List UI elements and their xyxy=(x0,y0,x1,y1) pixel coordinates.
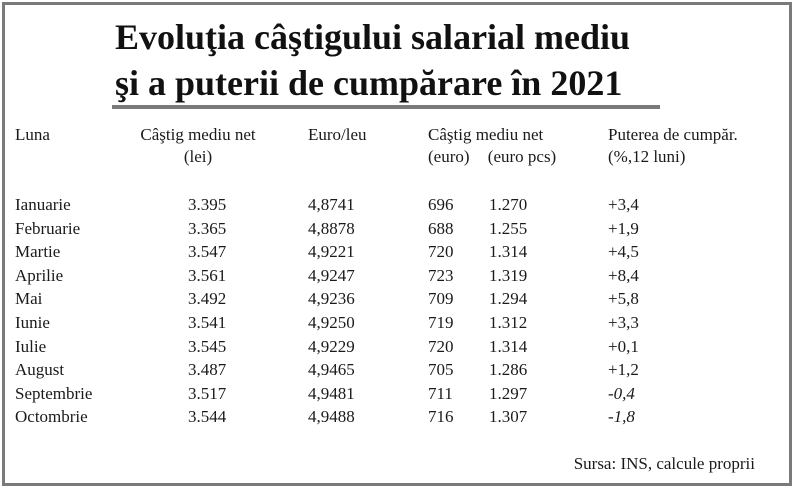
cell-lei: 3.365 xyxy=(188,218,227,238)
cell-euro-leu: 4,9250 xyxy=(308,313,355,332)
table-row xyxy=(0,218,790,242)
cell-euro-leu: 4,9229 xyxy=(308,336,355,356)
cell-putere: +5,8 xyxy=(608,289,639,309)
cell-euro: 719 xyxy=(428,313,454,332)
table-row xyxy=(0,265,790,289)
header-euro-pcs: (euro pcs) xyxy=(487,147,557,166)
cell-euro: 705 xyxy=(428,360,454,380)
cell-euro-pcs: 1.286 xyxy=(489,360,528,380)
cell-euro: 723 xyxy=(428,265,454,285)
cell-euro-pcs: 1.319 xyxy=(489,265,528,285)
cell-euro-leu: 4,8878 xyxy=(308,218,355,238)
header-euro-leu: Euro/leu xyxy=(308,125,367,144)
header-castig-lei-line2: (lei) xyxy=(183,147,213,166)
table-row xyxy=(0,241,790,265)
cell-putere: +0,1 xyxy=(608,336,639,356)
page-title xyxy=(115,14,630,106)
header-euro: (euro) xyxy=(428,147,470,166)
cell-euro: 709 xyxy=(428,289,454,309)
cell-putere: -0,4 xyxy=(608,383,635,403)
cell-putere: +8,4 xyxy=(608,265,639,285)
cell-lei: 3.561 xyxy=(188,265,227,285)
cell-luna: Martie xyxy=(15,242,61,262)
header-putere xyxy=(608,124,738,168)
title-underline xyxy=(112,105,660,109)
cell-luna: Aprilie xyxy=(15,265,64,285)
cell-euro-leu: 4,9236 xyxy=(308,289,355,309)
cell-euro: 711 xyxy=(428,383,453,403)
cell-luna: Ianuarie xyxy=(15,195,71,214)
table-row xyxy=(0,406,790,430)
cell-putere: +1,2 xyxy=(608,360,639,380)
header-castig-lei-line1: Câştig mediu net xyxy=(140,125,256,144)
header-castig-euro-line1: Câştig mediu net xyxy=(428,125,544,144)
cell-putere: -1,8 xyxy=(608,407,635,427)
cell-euro-pcs: 1.312 xyxy=(489,313,528,332)
cell-euro-leu: 4,8741 xyxy=(308,195,355,214)
cell-lei: 3.547 xyxy=(188,242,227,262)
cell-lei: 3.487 xyxy=(188,360,227,380)
cell-luna: Octombrie xyxy=(15,407,88,427)
header-castig-euro-line2 xyxy=(428,146,556,168)
cell-euro-pcs: 1.297 xyxy=(489,383,528,403)
title-line-1: Evoluţia câştigului salarial mediu xyxy=(115,17,631,57)
header-luna: Luna xyxy=(15,125,50,144)
cell-euro-pcs: 1.294 xyxy=(489,289,528,309)
cell-luna: Iunie xyxy=(15,313,50,332)
cell-euro-leu: 4,9488 xyxy=(308,407,355,427)
cell-lei: 3.517 xyxy=(188,383,227,403)
cell-lei: 3.544 xyxy=(188,407,227,427)
cell-luna: Mai xyxy=(15,289,43,309)
table-row xyxy=(0,336,790,360)
cell-euro-leu: 4,9247 xyxy=(308,265,355,285)
cell-putere: +3,3 xyxy=(608,313,639,332)
cell-euro: 720 xyxy=(428,336,454,356)
cell-lei: 3.395 xyxy=(188,195,227,214)
table-row xyxy=(0,359,790,383)
header-putere-line1: Puterea de cumpăr. xyxy=(608,125,738,144)
table-row xyxy=(0,312,790,336)
cell-euro-pcs: 1.307 xyxy=(489,407,528,427)
cell-euro-pcs: 1.314 xyxy=(489,336,528,356)
cell-lei: 3.492 xyxy=(188,289,227,309)
table-row xyxy=(0,383,790,407)
cell-lei: 3.545 xyxy=(188,336,227,356)
table-row xyxy=(0,288,790,312)
header-castig-lei xyxy=(130,124,266,168)
title-line-2: şi a puterii de cumpărare în 2021 xyxy=(115,63,623,103)
cell-euro: 696 xyxy=(428,195,454,214)
cell-luna: August xyxy=(15,360,65,380)
source-note: Sursa: INS, calcule proprii xyxy=(573,454,755,473)
cell-putere: +3,4 xyxy=(608,195,639,214)
cell-euro: 688 xyxy=(428,218,454,238)
cell-luna: Septembrie xyxy=(15,383,93,403)
cell-euro: 716 xyxy=(428,407,454,427)
header-putere-line2: (%,12 luni) xyxy=(608,147,686,166)
cell-euro-leu: 4,9221 xyxy=(308,242,355,262)
cell-luna: Februarie xyxy=(15,218,81,238)
cell-euro: 720 xyxy=(428,242,454,262)
cell-euro-pcs: 1.255 xyxy=(489,218,528,238)
cell-putere: +1,9 xyxy=(608,218,639,238)
cell-euro-leu: 4,9465 xyxy=(308,360,355,380)
header-castig-euro xyxy=(428,124,556,168)
cell-euro-leu: 4,9481 xyxy=(308,383,355,403)
cell-putere: +4,5 xyxy=(608,242,639,262)
cell-lei: 3.541 xyxy=(188,313,227,332)
cell-euro-pcs: 1.270 xyxy=(489,195,528,214)
table-row xyxy=(0,194,790,218)
cell-luna: Iulie xyxy=(15,336,47,356)
cell-euro-pcs: 1.314 xyxy=(489,242,528,262)
